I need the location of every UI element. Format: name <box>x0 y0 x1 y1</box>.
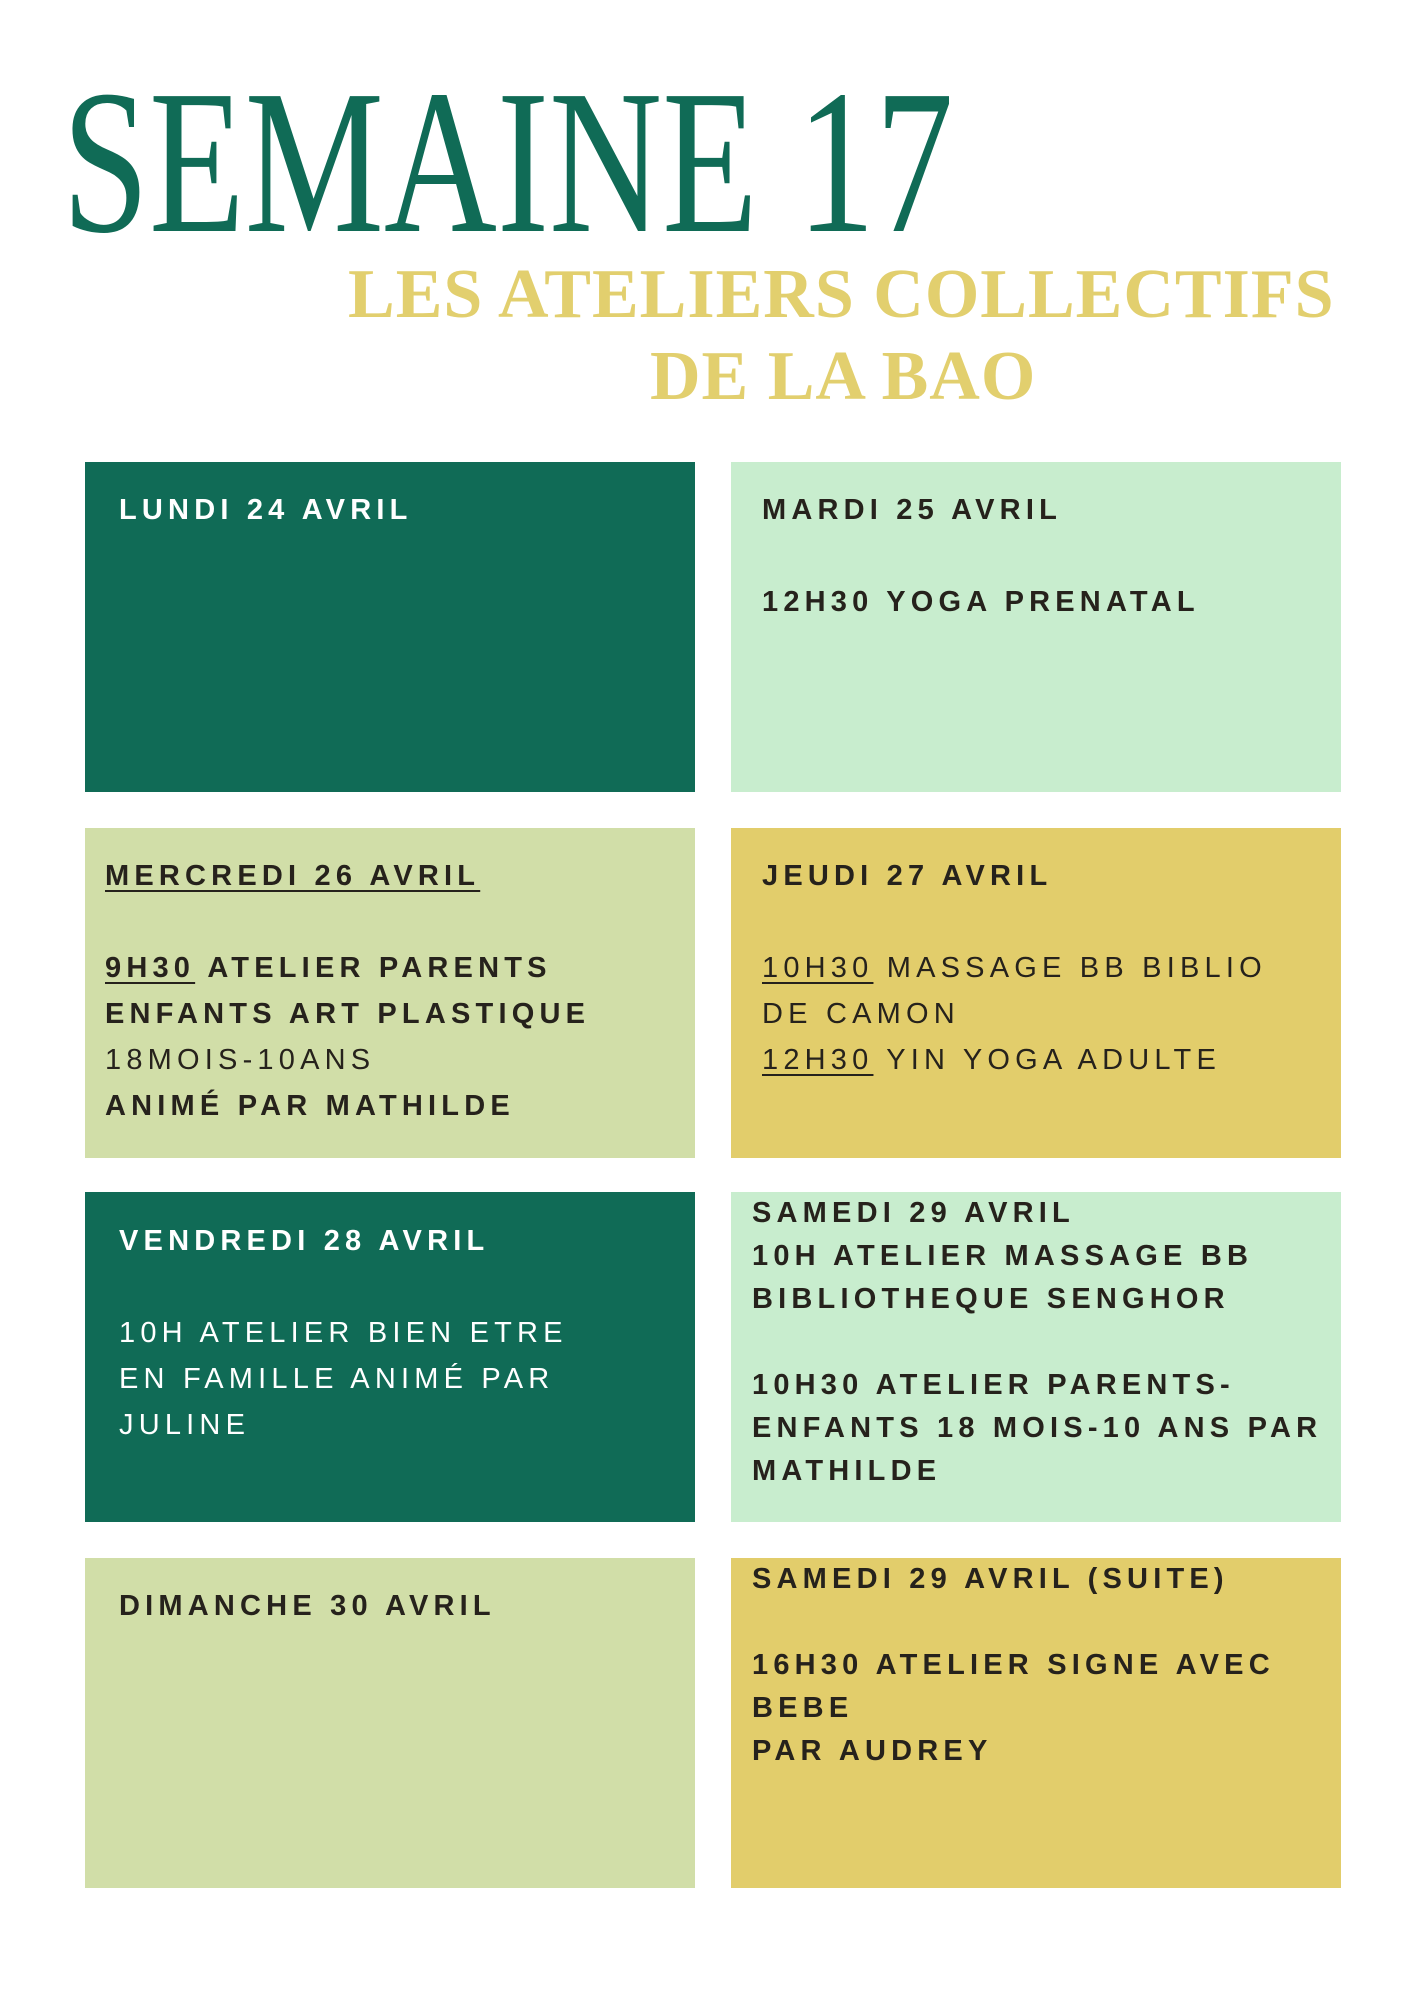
event-time: 9H30 <box>105 952 196 984</box>
event-line: DE CAMON <box>762 998 960 1030</box>
event-animator: ANIMÉ PAR MATHILDE <box>105 1090 515 1122</box>
day-heading: VENDREDI 28 AVRIL <box>119 1225 490 1257</box>
day-heading: SAMEDI 29 AVRIL <box>752 1197 1075 1229</box>
event-line: BEBE <box>752 1692 854 1724</box>
event-title: ATELIER PARENTS <box>195 952 552 984</box>
event-line: EN FAMILLE ANIMÉ PAR <box>119 1363 555 1395</box>
day-heading: SAMEDI 29 AVRIL (SUITE) <box>752 1563 1229 1595</box>
event-line: 10H ATELIER BIEN ETRE <box>119 1317 568 1349</box>
card-vendredi <box>85 1192 695 1522</box>
day-heading: MARDI 25 AVRIL <box>762 494 1062 526</box>
card-lundi <box>85 462 695 792</box>
event-line: MATHILDE <box>752 1455 942 1487</box>
card-samedi-suite <box>731 1558 1341 1888</box>
event-line: 10H30 ATELIER PARENTS- <box>752 1369 1235 1401</box>
event-line: JULINE <box>119 1409 251 1441</box>
event-line: 16H30 ATELIER SIGNE AVEC <box>752 1649 1275 1681</box>
card-jeudi <box>731 828 1341 1158</box>
event-line <box>762 945 1321 991</box>
event-line <box>105 945 675 991</box>
page-title: SEMAINE 17 <box>62 47 954 276</box>
subtitle-line-1: LES ATELIERS COLLECTIFS <box>348 256 1335 333</box>
card-mercredi <box>85 828 695 1158</box>
event-line: 12H30 YOGA PRENATAL <box>762 586 1200 618</box>
day-heading: DIMANCHE 30 AVRIL <box>119 1590 496 1622</box>
event-line: BIBLIOTHEQUE SENGHOR <box>752 1283 1230 1315</box>
card-content <box>752 1192 1331 1493</box>
event-time: 10H30 <box>762 952 874 984</box>
day-heading: LUNDI 24 AVRIL <box>119 494 413 526</box>
event-age: 18MOIS-10ANS <box>105 1044 376 1076</box>
card-content <box>752 1558 1331 1773</box>
event-title: YIN YOGA ADULTE <box>873 1044 1221 1076</box>
event-line: ENFANTS ART PLASTIQUE <box>105 998 591 1030</box>
event-line: ENFANTS 18 MOIS-10 ANS PAR <box>752 1412 1323 1444</box>
card-dimanche <box>85 1558 695 1888</box>
subtitle-line-2: DE LA BAO <box>650 338 1037 415</box>
event-line <box>762 1037 1321 1083</box>
day-heading: MERCREDI 26 AVRIL <box>105 860 481 892</box>
event-line: 10H ATELIER MASSAGE BB <box>752 1240 1254 1272</box>
day-heading: JEUDI 27 AVRIL <box>762 860 1053 892</box>
event-time: 12H30 <box>762 1044 874 1076</box>
event-title: MASSAGE BB BIBLIO <box>873 952 1267 984</box>
card-mardi <box>731 462 1341 792</box>
card-samedi <box>731 1192 1341 1522</box>
event-line: PAR AUDREY <box>752 1735 993 1767</box>
